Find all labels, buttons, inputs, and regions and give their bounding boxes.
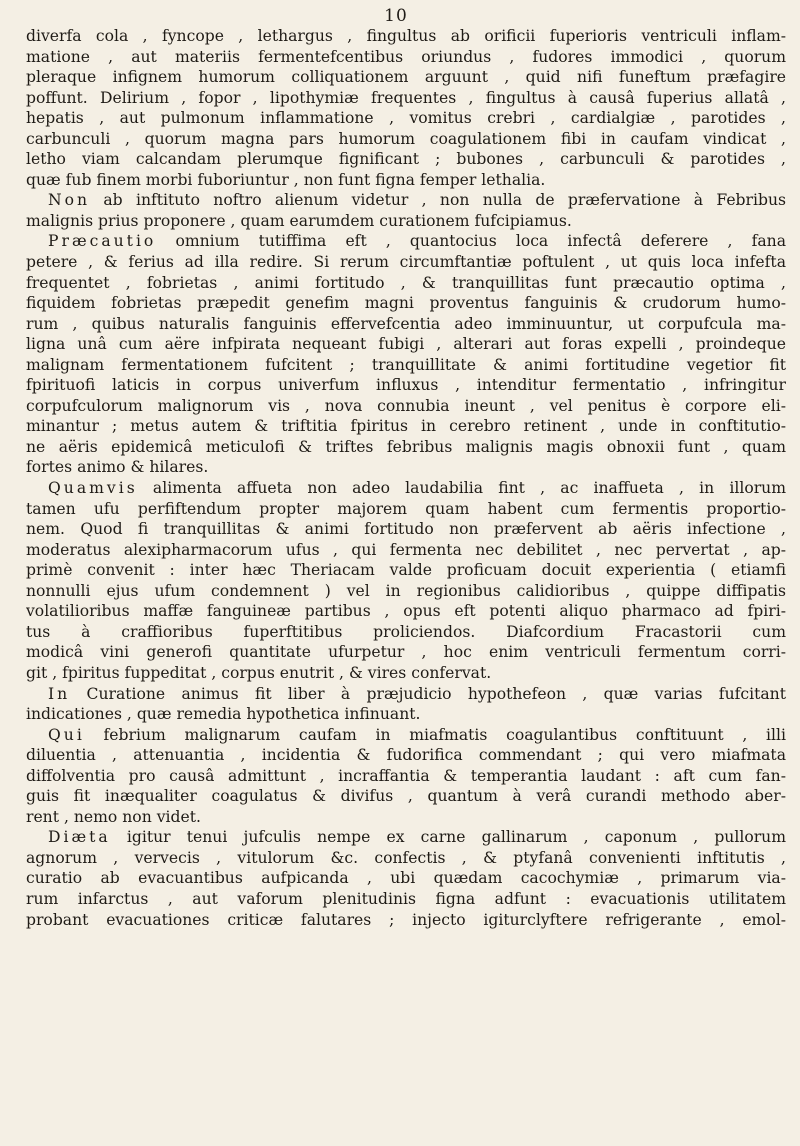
- text-line: [26, 684, 786, 705]
- line-text: nem. Quod fi tranquillitas & animi fortitudo non præfervent ab aëris infectione ,: [26, 520, 786, 539]
- line-text: modicâ vini generofi quantitate ufurpetur , hoc enim ventriculi fermentum corri-: [26, 643, 786, 662]
- line-text: tus à craffioribus fuperftitibus proliciendos. Diafcordium Fracastorii cum: [26, 622, 786, 641]
- text-line: [26, 663, 786, 684]
- line-text: fpirituofi laticis in corpus univerfum influxus , intenditur fermentatio , infringitur: [26, 376, 786, 395]
- text-line: [26, 396, 786, 417]
- line-text: rent , nemo non videt.: [26, 807, 201, 826]
- text-line: [26, 499, 786, 520]
- line-text: primè convenit : inter hæc Theriacam valde proficuam docuit experientia ( etiamfi: [26, 561, 786, 580]
- text-line: [26, 375, 786, 396]
- line-text: diffolventia pro causâ admittunt , incraffantia & temperantia laudant : aft cum fan-: [26, 766, 786, 785]
- line-text: petere , & ferius ad illa redire. Si rerum circumftantiæ poftulent , ut quis loca infefta: [26, 253, 786, 272]
- text-line: [26, 355, 786, 376]
- line-text: diverfa cola , fyncope , lethargus , fingultus ab orificii fuperioris ventriculi inflam-: [26, 27, 786, 45]
- text-line: [26, 807, 786, 828]
- line-text: tamen ufu perfiftendum propter majorem quam habent cum fermentis proportio-: [26, 499, 786, 518]
- line-text: ne aëris epidemicâ meticulofi & triftes febribus malignis magis obnoxii funt , quam: [26, 437, 786, 456]
- text-line: [26, 314, 786, 335]
- paragraph-lead-word: Non: [48, 191, 91, 210]
- paragraph-lead-word: Diæta: [48, 828, 111, 847]
- text-line: [26, 560, 786, 581]
- text-line: [26, 67, 786, 88]
- line-text: curatio ab evacuantibus aufpicanda , ubi quædam cacochymiæ , primarum via-: [26, 869, 786, 888]
- line-text: minantur ; metus autem & triftitia fpiritus in cerebro retinent , unde in conftitutio-: [26, 417, 786, 436]
- line-text: corpufculorum malignorum vis , nova connubia ineunt , vel penitus è corpore eli-: [26, 396, 786, 415]
- line-text: fiquidem fobrietas præpedit genefim magni proventus fanguinis & crudorum humo-: [26, 294, 786, 313]
- text-line: [26, 725, 786, 746]
- line-text: febrium malignarum caufam in miafmatis coagulantibus conftituunt , illi: [84, 725, 786, 744]
- text-line: [26, 868, 786, 889]
- line-text: carbunculi , quorum magna pars humorum coagulationem fibi in caufam vindicat ,: [26, 129, 786, 148]
- line-text: probant evacuationes criticæ falutares ; injecto igiturclyftere refrigerante , emol-: [26, 910, 786, 929]
- line-text: hepatis , aut pulmonum inflammatione , vomitus crebri , cardialgiæ , parotides ,: [26, 109, 786, 128]
- text-line: [26, 478, 786, 499]
- line-text: diluentia , attenuantia , incidentia & fudorifica commendant ; qui vero miafmata: [26, 746, 786, 765]
- text-line: [26, 273, 786, 294]
- line-text: guis fit inæqualiter coagulatus & divifus , quantum à verâ curandi methodo aber-: [26, 787, 786, 806]
- text-line: [26, 457, 786, 478]
- line-text: frequentet , fobrietas , animi fortitudo , & tranquillitas funt præcautio optima ,: [26, 273, 786, 292]
- line-text: igitur tenui jufculis nempe ex carne gallinarum , caponum , pullorum: [110, 828, 786, 847]
- line-text: rum , quibus naturalis fanguinis effervefcentia adeo imminuuntur, ut corpufcula ma-: [26, 314, 786, 333]
- line-text: omnium tutiffima eft , quantocius loca infectâ deferere , fana: [156, 232, 786, 251]
- text-line: [26, 88, 786, 109]
- text-line: [26, 26, 786, 47]
- text-line: [26, 766, 786, 787]
- text-line: [26, 622, 786, 643]
- line-text: matione , aut materiis fermentefcentibus oriundus , fudores immodici , quorum: [26, 47, 786, 66]
- line-text: quæ fub finem morbi fuboriuntur , non funt figna femper lethalia.: [26, 170, 546, 189]
- line-text: volatilioribus maffæ fanguineæ partibus , opus eft potenti aliquo pharmaco ad fpiri-: [26, 602, 786, 621]
- line-text: rum infarctus , aut vaforum plenitudinis figna adfunt : evacuationis utilitatem: [26, 889, 786, 908]
- line-text: poffunt. Delirium , fopor , lipothymiæ frequentes , fingultus à causâ fuperius allatâ ,: [26, 88, 786, 107]
- text-line: [26, 786, 786, 807]
- text-line: [26, 47, 786, 68]
- line-text: ab inftituto noftro alienum videtur , non nulla de præfervatione à Febribus: [90, 191, 786, 210]
- line-text: alimenta affueta non adeo laudabilia fint , ac inaffueta , in illorum: [137, 479, 786, 498]
- page-number: 10: [384, 6, 408, 26]
- text-line: [26, 581, 786, 602]
- paragraph-lead-word: In: [48, 684, 71, 703]
- line-text: letho viam calcandam plerumque fignificant ; bubones , carbunculi & parotides ,: [26, 150, 786, 169]
- text-line: [26, 108, 786, 129]
- paragraph-lead-word: Qui: [48, 725, 85, 744]
- text-line: [26, 642, 786, 663]
- text-line: [26, 170, 786, 191]
- text-line: [26, 231, 786, 252]
- line-text: malignis prius proponere , quam earumdem curationem fufcipiamus.: [26, 211, 572, 230]
- line-text: pleraque infignem humorum colliquationem arguunt , quid nifi funeftum præfagire: [26, 68, 786, 87]
- line-text: malignam fermentationem fufcitent ; tranquillitate & animi fortitudine vegetior fit: [26, 355, 786, 374]
- text-line: [26, 211, 786, 232]
- paragraph-lead-word: Quamvis: [48, 479, 138, 498]
- line-text: agnorum , vervecis , vitulorum &c. confectis , & ptyfanâ convenienti inftitutis ,: [26, 848, 786, 867]
- text-line: [26, 252, 786, 273]
- text-line: [26, 889, 786, 910]
- text-line: [26, 293, 786, 314]
- text-line: [26, 827, 786, 848]
- text-line: [26, 745, 786, 766]
- text-line: [26, 704, 786, 725]
- text-line: [26, 437, 786, 458]
- line-text: Curatione animus fit liber à præjudicio hypothefeon , quæ varias fufcitant: [70, 684, 786, 703]
- text-line: [26, 540, 786, 561]
- line-text: fortes animo & hilares.: [26, 458, 209, 477]
- text-line: [26, 129, 786, 150]
- text-line: [26, 149, 786, 170]
- line-text: indicationes , quæ remedia hypothetica infinuant.: [26, 705, 421, 724]
- line-text: nonnulli ejus ufum condemnent ) vel in regionibus calidioribus , quippe diffipatis: [26, 581, 786, 600]
- text-line: [26, 910, 786, 931]
- paragraph-lead-word: Præcautio: [48, 232, 157, 251]
- text-block: [26, 26, 786, 930]
- text-line: [26, 334, 786, 355]
- line-text: git , fpiritus fuppeditat , corpus enutrit , & vires confervat.: [26, 663, 492, 682]
- line-text: ligna unâ cum aëre infpirata nequeant fubigi , alterari aut foras expelli , proindeque: [26, 335, 786, 354]
- text-line: [26, 519, 786, 540]
- text-line: [26, 416, 786, 437]
- text-line: [26, 190, 786, 211]
- line-text: moderatus alexipharmacorum ufus , qui fermenta nec debilitet , nec pervertat , ap-: [26, 540, 786, 559]
- text-line: [26, 601, 786, 622]
- text-line: [26, 848, 786, 869]
